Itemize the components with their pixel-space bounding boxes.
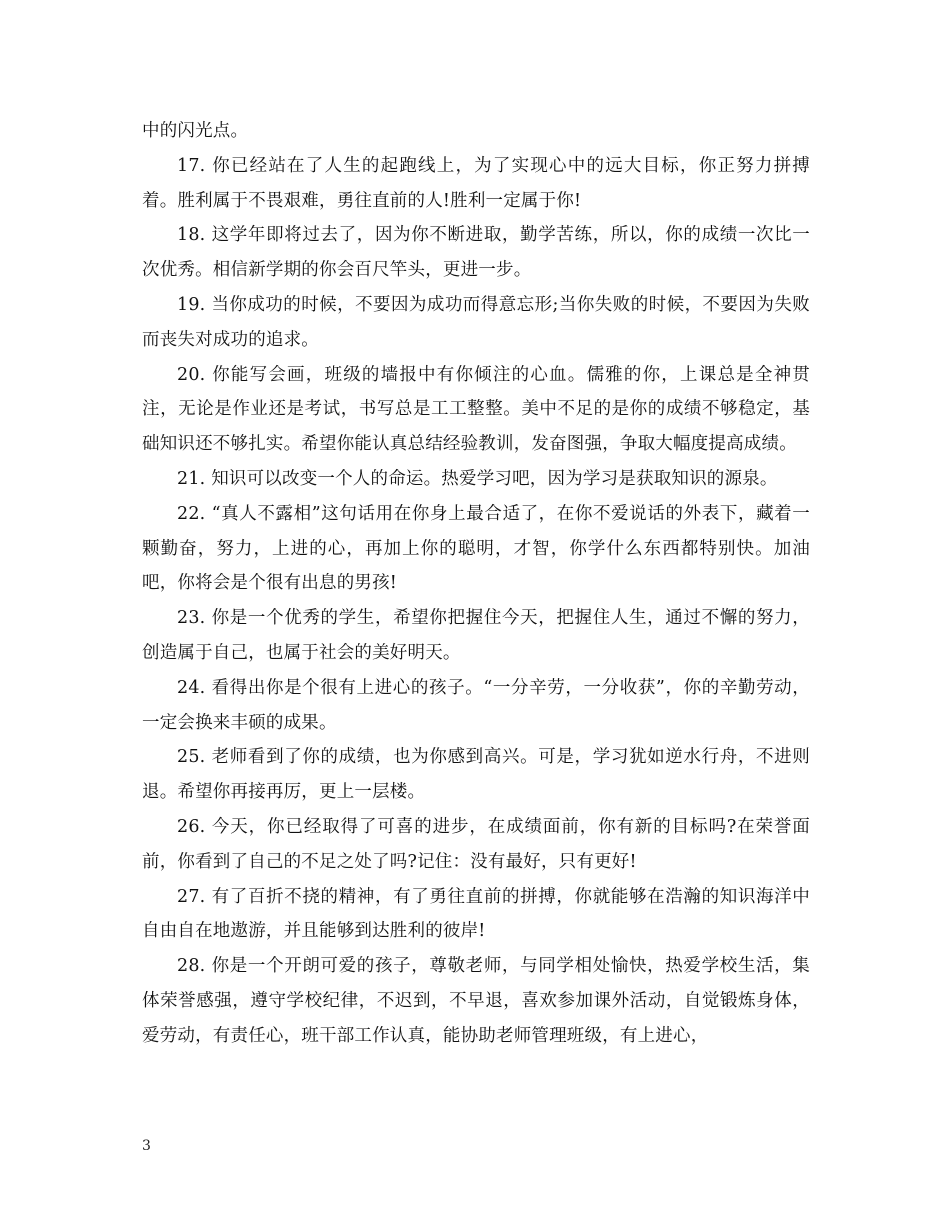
paragraph-27: 27. 有了百折不挠的精神，有了勇往直前的拼搏，你就能够在浩瀚的知识海洋中自由自在地遨游，并且能够到达胜利的彼岸! xyxy=(142,886,810,942)
paragraph-20: 20. 你能写会画，班级的墙报中有你倾注的心血。儒雅的你，上课总是全神贯注，无论是作业还是考试，书写总是工工整整。美中不足的是你的成绩不够稳定，基础知识还不够扎实。希望你能认真总结经验教训，发奋图强，争取大幅度提高成绩。 xyxy=(142,364,810,455)
paragraph-23: 23. 你是一个优秀的学生，希望你把握住今天，把握住人生，通过不懈的努力，创造属于自己，也属于社会的美好明天。 xyxy=(142,608,810,663)
paragraph-25: 25. 老师看到了你的成绩，也为你感到高兴。可是，学习犹如逆水行舟，不进则退。希望你再接再厉，更上一层楼。 xyxy=(142,747,810,803)
paragraph-19: 19. 当你成功的时候，不要因为成功而得意忘形;当你失败的时候，不要因为失败而丧失对成功的追求。 xyxy=(142,294,810,350)
paragraph-21: 21. 知识可以改变一个人的命运。热爱学习吧，因为学习是获取知识的源泉。 xyxy=(177,468,778,489)
page-number: 3 xyxy=(142,1138,151,1154)
paragraph-28: 28. 你是一个开朗可爱的孩子，尊敬老师，与同学相处愉快，热爱学校生活，集体荣誉感强，遵守学校纪律，不迟到，不早退，喜欢参加课外活动，自觉锻炼身体，爱劳动，有责任心，班干部工作认真，能协助老师管理班级，有上进心， xyxy=(142,956,810,1046)
paragraph-17: 17. 你已经站在了人生的起跑线上，为了实现心中的远大目标，你正努力拼搏着。胜利属于不畏艰难，勇往直前的人!胜利一定属于你! xyxy=(142,155,810,211)
body-text xyxy=(142,114,810,1054)
paragraph-18: 18. 这学年即将过去了，因为你不断进取，勤学苦练，所以，你的成绩一次比一次优秀。相信新学期的你会百尺竿头，更进一步。 xyxy=(142,225,810,281)
paragraph-24: 24. 看得出你是个很有上进心的孩子。“一分辛劳，一分收获”，你的辛勤劳动，一定会换来丰硕的成果。 xyxy=(142,677,810,733)
paragraph-continuation: 中的闪光点。 xyxy=(142,121,249,141)
paragraph-22: 22. “真人不露相”这句话用在你身上最合适了，在你不爱说话的外表下，藏着一颗勤奋，努力，上进的心，再加上你的聪明，才智，你学什么东西都特别快。加油吧，你将会是个很有出息的男孩! xyxy=(142,503,810,594)
paragraph-26: 26. 今天，你已经取得了可喜的进步，在成绩面前，你有新的目标吗?在荣誉面前，你看到了自己的不足之处了吗?记住：没有最好，只有更好! xyxy=(142,816,810,872)
